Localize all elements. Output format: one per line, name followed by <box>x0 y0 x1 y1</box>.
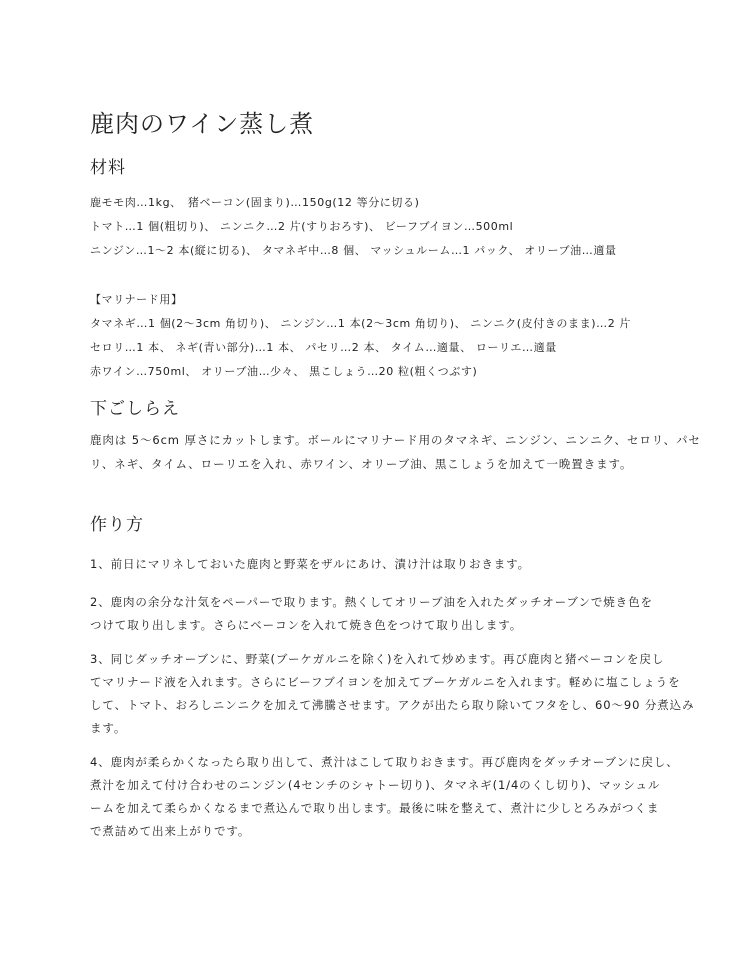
method-step-line: てマリナード液を入れます。さらにビーフブイヨンを加えてブーケガルニを入れます。軽めに塩こしょうを <box>90 675 681 689</box>
method-step-line: 2、鹿肉の余分な汁気をペーパーで取ります。熱くしてオリーブ油を入れたダッチオーブンで焼き色を <box>90 595 653 609</box>
method-step-line: ームを加えて柔らかくなるまで煮込んで取り出します。最後に味を整えて、煮汁に少しとろみがつくま <box>90 801 660 815</box>
method-heading: 作り方 <box>90 515 144 535</box>
method-step-line: 煮汁を加えて付け合わせのニンジン(4センチのシャトー切り)、タマネギ(1/4のくし切り)、マッシュル <box>90 778 661 792</box>
ingredients-heading: 材料 <box>90 158 126 178</box>
method-step-line: して、トマト、おろしニンニクを加えて沸騰させます。アクが出たら取り除いてフタをし、60～90 分煮込み <box>90 698 695 712</box>
method-step-line: 3、同じダッチオーブンに、野菜(ブーケガルニを除く)を入れて炒めます。再び鹿肉と猪ベーコンを戻し <box>90 652 665 666</box>
marinade-line: タマネギ…1 個(2～3cm 角切り)、 ニンジン…1 本(2～3cm 角切り)、 ニンニク(皮付きのまま)…2 片 <box>90 317 631 330</box>
page-title: 鹿肉のワイン蒸し煮 <box>90 110 315 138</box>
method-step-line: つけて取り出します。さらにベーコンを入れて焼き色をつけて取り出します。 <box>90 618 523 632</box>
marinade-heading: 【マリナード用】 <box>90 293 183 306</box>
marinade-line: 赤ワイン…750ml、 オリーブ油…少々、 黒こしょう…20 粒(粗くつぶす) <box>90 365 478 378</box>
method-step-line: ます。 <box>90 721 127 735</box>
prep-line: 鹿肉は 5～6cm 厚さにカットします。ボールにマリナード用のタマネギ、ニンジン、ニンニク、セロリ、パセ <box>90 433 701 447</box>
ingredients-line: トマト…1 個(粗切り)、 ニンニク…2 片(すりおろす)、 ビーフブイヨン…500ml <box>90 220 514 233</box>
ingredients-line: ニンジン…1～2 本(縦に切る)、 タマネギ中…8 個、 マッシュルーム…1 パック、 オリーブ油…適量 <box>90 244 617 257</box>
prep-line: リ、ネギ、タイム、ローリエを入れ、赤ワイン、オリーブ油、黒こしょうを加えて一晩置きます。 <box>90 457 633 471</box>
method-step-line: 1、前日にマリネしておいた鹿肉と野菜をザルにあけ、漬け汁は取りおきます。 <box>90 557 531 571</box>
prep-heading: 下ごしらえ <box>90 399 180 419</box>
marinade-line: セロリ…1 本、 ネギ(青い部分)…1 本、 パセリ…2 本、 タイム…適量、 ローリエ…適量 <box>90 341 557 354</box>
ingredients-line: 鹿モモ肉…1kg、 猪ベーコン(固まり)…150g(12 等分に切る) <box>90 196 420 209</box>
method-step-line: 4、鹿肉が柔らかくなったら取り出して、煮汁はこして取りおきます。再び鹿肉をダッチオーブンに戻し、 <box>90 755 679 769</box>
method-step-line: で煮詰めて出来上がりです。 <box>90 824 251 838</box>
